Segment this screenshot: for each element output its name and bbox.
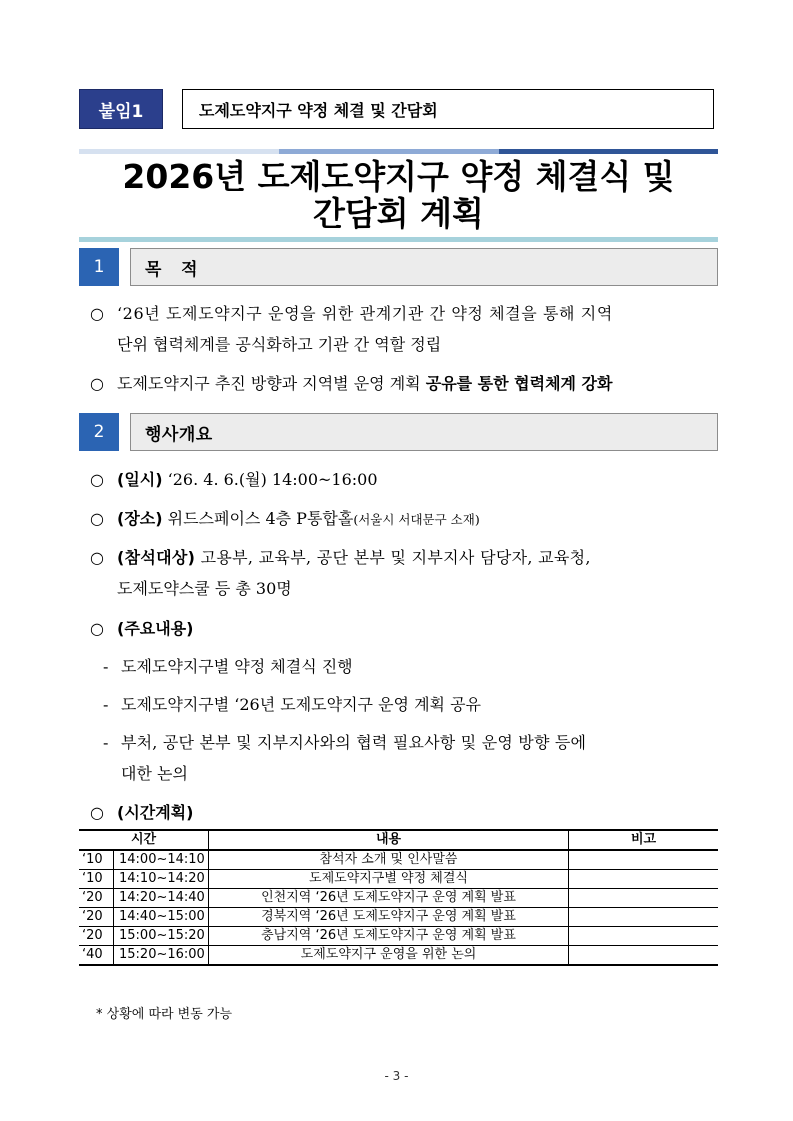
row-note	[569, 946, 719, 966]
content-item-1-text: 도제도약지구별 약정 체결식 진행	[121, 657, 353, 676]
row-content: 참석자 소개 및 인사말씀	[209, 850, 569, 870]
row-content: 도제도약지구 운영을 위한 논의	[209, 946, 569, 966]
bullet-circle-icon: ○	[90, 509, 104, 528]
section2-number: 2	[79, 413, 119, 451]
content-item-2-text: 도제도약지구별 ‘26년 도제도약지구 운영 계획 공유	[121, 695, 481, 714]
event-place-label: (장소)	[117, 509, 163, 528]
row-time: 14:00~14:10	[114, 850, 209, 870]
content-item-3	[103, 727, 723, 789]
row-time: 14:20~14:40	[114, 889, 209, 908]
bullet-circle-icon: ○	[90, 374, 104, 393]
row-note	[569, 908, 719, 927]
table-row	[79, 850, 718, 870]
bullet-circle-icon: ○	[90, 304, 104, 323]
content-item-3-line1: 부처, 공단 본부 및 지부지사와의 협력 필요사항 및 운영 방향 등에	[121, 733, 587, 752]
table-row	[79, 927, 718, 946]
content-item-dash: -	[103, 733, 109, 752]
schedule-footnote: * 상황에 따라 변동 가능	[96, 1007, 233, 1022]
schedule-header-content: 내용	[209, 830, 569, 850]
row-duration: ‘20	[79, 927, 114, 946]
row-duration: ‘10	[79, 870, 114, 889]
purpose-item-1-line1: ‘26년 도제도약지구 운영을 위한 관계기관 간 약정 체결을 통해 지역	[117, 304, 613, 323]
row-duration: ‘20	[79, 889, 114, 908]
row-content: 도제도약지구별 약정 체결식	[209, 870, 569, 889]
event-schedule-label: (시간계획)	[117, 803, 194, 822]
content-item-dash: -	[103, 657, 109, 676]
event-date-label: (일시)	[117, 470, 163, 489]
row-time: 14:40~15:00	[114, 908, 209, 927]
content-item-dash: -	[103, 695, 109, 714]
row-note	[569, 927, 719, 946]
schedule-header-row	[79, 830, 718, 850]
row-content: 경북지역 ‘26년 도제도약지구 운영 계획 발표	[209, 908, 569, 927]
bullet-circle-icon: ○	[90, 803, 104, 822]
document-title-line1: 2026년 도제도약지구 약정 체결식 및	[122, 157, 675, 196]
schedule-table	[79, 829, 718, 966]
document-title	[79, 158, 718, 232]
bullet-circle-icon: ○	[90, 470, 104, 489]
row-note	[569, 850, 719, 870]
page-number: - 3 -	[384, 1069, 409, 1083]
purpose-item-2-text: 도제도약지구 추진 방향과 지역별 운영 계획	[117, 374, 426, 393]
title-underline-bar	[79, 237, 718, 242]
event-content-label: (주요내용)	[117, 619, 194, 638]
title-bar-dark	[499, 149, 718, 154]
event-attendees-line1: 고용부, 교육부, 공단 본부 및 지부지사 담당자, 교육청,	[200, 548, 591, 567]
row-time: 15:00~15:20	[114, 927, 209, 946]
bullet-circle-icon: ○	[90, 548, 104, 567]
row-content: 충남지역 ‘26년 도제도약지구 운영 계획 발표	[209, 927, 569, 946]
event-attendees	[90, 542, 720, 604]
table-row	[79, 908, 718, 927]
row-note	[569, 870, 719, 889]
purpose-item-2-bold: 공유를 통한 협력체계 강화	[425, 374, 613, 393]
event-date-value: ‘26. 4. 6.(월) 14:00~16:00	[167, 470, 378, 489]
event-attendees-line2: 도제도약스쿨 등 총 30명	[117, 579, 292, 598]
document-title-line2: 간담회 계획	[313, 194, 484, 233]
table-row	[79, 870, 718, 889]
schedule-header-time: 시간	[79, 830, 209, 850]
attachment-badge: 붙임1	[79, 89, 163, 129]
attachment-title: 도제도약지구 약정 체결 및 간담회	[182, 89, 714, 129]
table-row	[79, 946, 718, 966]
title-bar-mid	[279, 149, 499, 154]
purpose-item-1	[90, 298, 720, 360]
bullet-circle-icon: ○	[90, 619, 104, 638]
row-note	[569, 889, 719, 908]
table-row	[79, 889, 718, 908]
content-item-3-line2: 대한 논의	[121, 764, 188, 783]
row-content: 인천지역 ‘26년 도제도약지구 운영 계획 발표	[209, 889, 569, 908]
row-duration: ‘20	[79, 908, 114, 927]
event-place-value: 위드스페이스 4층 P통합홀	[167, 509, 354, 528]
row-duration: ‘40	[79, 946, 114, 966]
event-place-note: (서울시 서대문구 소재)	[353, 512, 480, 527]
schedule-header-note: 비고	[569, 830, 719, 850]
row-time: 15:20~16:00	[114, 946, 209, 966]
event-attendees-label: (참석대상)	[117, 548, 196, 567]
section2-title: 행사개요	[130, 413, 718, 451]
section1-number: 1	[79, 248, 119, 286]
section1-title: 목 적	[130, 248, 718, 286]
purpose-item-1-line2: 단위 협력체계를 공식화하고 기관 간 역할 정립	[117, 335, 442, 354]
row-time: 14:10~14:20	[114, 870, 209, 889]
row-duration: ‘10	[79, 850, 114, 870]
title-bar-light	[79, 149, 279, 154]
